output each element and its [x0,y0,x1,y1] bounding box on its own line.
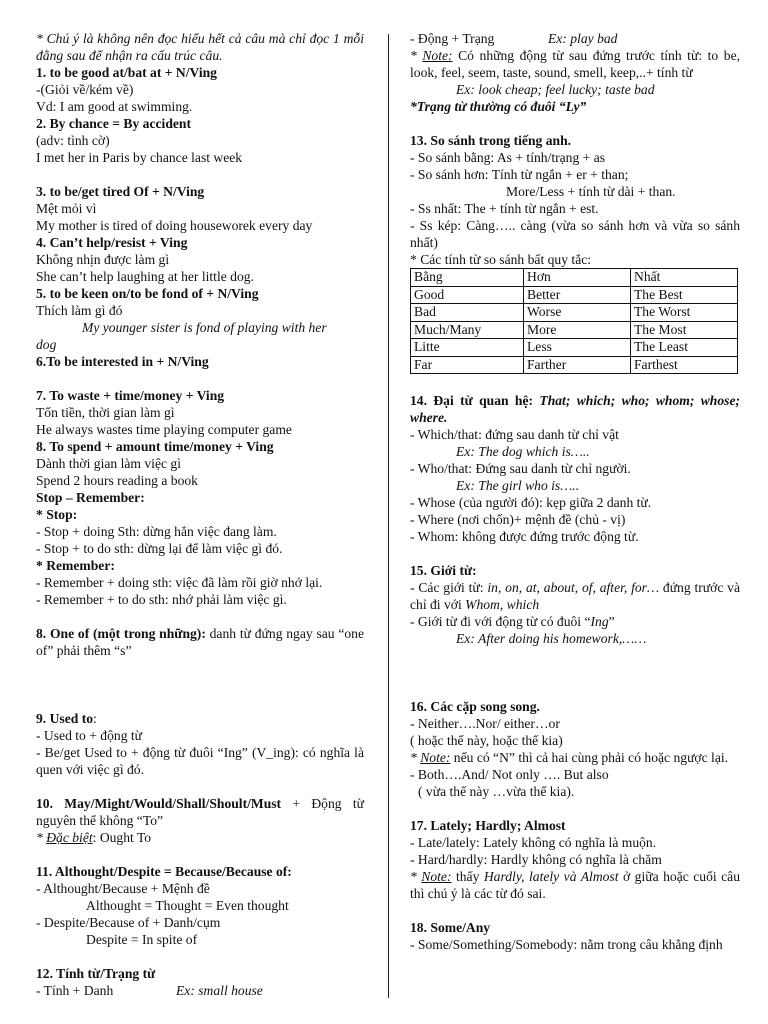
section-4-line: She can’t help laughing at her little dog. [36,269,254,284]
table-cell: Bad [411,304,524,322]
section-7-line: Tốn tiền, thời gian làm gì [36,405,175,420]
section-14-example: Ex: The dog which is….. [456,444,590,459]
section-11-line: - Althought/Because + Mệnh đề [36,881,210,896]
section-11-line: Althought = Thought = Even thought [86,898,289,913]
section-5-example-cont: dog [36,337,57,352]
table-row [411,339,738,357]
section-17-heading: 17. Lately; Hardly; Almost [410,818,566,833]
section-4-heading: 4. Can’t help/resist + Ving [36,235,188,250]
section-9-line: - Used to + động từ [36,728,143,743]
section-11-line: Despite = In spite of [86,932,198,947]
section-13-line: - Ss nhất: The + tính từ ngắn + est. [410,201,599,216]
table-cell: The Most [631,321,738,339]
section-18-line: - Some/Something/Somebody: nằm trong câu khẳng định [410,937,723,952]
section-14-line: - Which/that: đứng sau danh từ chỉ vật [410,427,619,442]
table-cell: More [524,321,631,339]
linking-verb-note: * Note: Có những động từ sau đứng trước tính từ: to be, look, feel, seem, taste, sound, smell, keep,..+ tính từ [410,48,741,80]
section-11-line: - Despite/Because of + Danh/cụm [36,915,221,930]
table-row [411,304,738,322]
section-16-heading: 16. Các cặp song song. [410,699,540,714]
ly-note: *Trạng từ thường có đuôi “Ly” [410,99,587,114]
table-row [411,356,738,374]
section-17-note: * Note: thấy Hardly, lately và Almost ở giữa hoặc cuối câu thì chú ý là các từ đó sai. [410,869,740,901]
section-6-heading: 6.To be interested in + N/Ving [36,354,209,369]
section-9-line: - Be/get Used to + động từ đuôi “Ing” (V_ing): có nghĩa là quen với việc gì đó. [36,745,364,777]
section-13-line: - Ss kép: Càng….. càng (vừa so sánh hơn và vừa so sánh nhất) [410,218,740,250]
section-16-note: * Note: nếu có “N” thì cả hai cùng phải có hoặc ngược lại. [410,750,729,765]
section-3-heading: 3. to be/get tired Of + N/Ving [36,184,205,199]
table-cell: Worse [524,304,631,322]
section-15-line: - Giới từ đi với động từ có đuôi “Ing” [410,614,615,629]
section-2-heading: 2. By chance = By accident [36,116,192,131]
stop-subheading: * Stop: [36,507,78,522]
table-row [411,269,738,287]
intro-note: * Chú ý là không nên đọc hiểu hết cả câu mà chỉ đọc 1 mỗi đằng sau để nhận ra cấu trúc câu. [36,31,364,63]
stop-remember-heading: Stop – Remember: [36,490,145,505]
section-8b-paragraph: 8. One of (một trong những): danh từ đứng ngay sau “one of” phải thêm “s” [36,626,364,658]
section-1-heading: 1. to be good at/bat at + N/Ving [36,65,217,80]
table-cell: Hơn [524,269,631,287]
right-column [410,30,740,953]
table-cell: Litte [411,339,524,357]
section-2-line: (adv: tình cờ) [36,133,110,148]
section-2-line: I met her in Paris by chance last week [36,150,243,165]
section-13-line: * Các tính từ so sánh bất quy tắc: [410,252,592,267]
section-13-line: More/Less + tính từ dài + than. [506,184,676,199]
table-cell: Farthest [631,356,738,374]
section-8-line: Spend 2 hours reading a book [36,473,198,488]
section-8-line: Dành thời gian làm việc gì [36,456,181,471]
section-5-example: My younger sister is fond of playing with her [82,320,327,335]
table-row [411,321,738,339]
remember-line: - Remember + doing sth: việc đã làm rồi giờ nhớ lại. [36,575,323,590]
section-7-heading: 7. To waste + time/money + Ving [36,388,225,403]
section-13-line: - So sánh hơn: Tính từ ngắn + er + than; [410,167,629,182]
section-13-line: - So sánh bằng: As + tính/trạng + as [410,150,606,165]
section-9-heading: 9. Used to: [36,711,97,726]
section-14-example: Ex: The girl who is….. [456,478,580,493]
section-1-line: -(Giỏi về/kém về) [36,82,134,97]
section-14-line: - Whose (của người đó): kẹp giữa 2 danh từ. [410,495,652,510]
section-16-line: ( hoặc thế này, hoặc thế kia) [410,733,563,748]
table-cell: Good [411,286,524,304]
section-7-line: He always wastes time playing computer game [36,422,292,437]
section-4-line: Không nhịn được làm gì [36,252,170,267]
remember-subheading: * Remember: [36,558,115,573]
left-column [36,30,364,999]
table-row [411,286,738,304]
section-12-line: - Tính + Danh Ex: small house [36,983,263,998]
stop-line: - Stop + doing Sth: dừng hẳn việc đang làm. [36,524,277,539]
remember-line: - Remember + to do sth: nhớ phải làm việc gì. [36,592,287,607]
section-15-example: Ex: After doing his homework,…… [456,631,647,646]
section-14-line: - Who/that: Đứng sau danh từ chỉ người. [410,461,631,476]
section-8-heading: 8. To spend + amount time/money + Ving [36,439,274,454]
table-cell: Far [411,356,524,374]
section-17-line: - Hard/hardly: Hardly không có nghĩa là chăm [410,852,662,867]
section-14-line: - Where (nơi chốn)+ mệnh đề (chủ - vị) [410,512,626,527]
section-14-line: - Whom: không được đứng trước động từ. [410,529,639,544]
section-15-line: - Các giới từ: in, on, at, about, of, after, for… đứng trước và chỉ đi với Whom, which [410,580,741,612]
section-17-line: - Late/lately: Lately không có nghĩa là muộn. [410,835,657,850]
table-cell: Much/Many [411,321,524,339]
section-12-heading: 12. Tính từ/Trạng từ [36,966,156,981]
section-1-line: Vd: I am good at swimming. [36,99,193,114]
section-3-line: Mệt mỏi vì [36,201,97,216]
table-cell: The Best [631,286,738,304]
section-5-heading: 5. to be keen on/to be fond of + N/Ving [36,286,259,301]
table-cell: The Least [631,339,738,357]
section-16-line: - Neither….Nor/ either…or [410,716,560,731]
column-divider [388,34,389,998]
stop-line: - Stop + to do sth: dừng lại để làm việc gì đó. [36,541,283,556]
section-16-line: - Both….And/ Not only …. But also [410,767,609,782]
adverb-line: - Động + Trạng Ex: play bad [410,31,618,46]
section-10-paragraph: 10. May/Might/Would/Shall/Shoult/Must + Động từ nguyên thể không “To” [36,796,365,828]
section-3-line: My mother is tired of doing houseworek every day [36,218,313,233]
section-14-heading: 14. Đại từ quan hệ: That; which; who; whom; whose; where. [410,393,740,425]
section-18-heading: 18. Some/Any [410,920,491,935]
section-11-heading: 11. Althought/Despite = Because/Because of: [36,864,292,879]
section-16-line: ( vừa thế này …vừa thế kia). [418,784,575,799]
table-cell: Nhất [631,269,738,287]
section-5-line: Thích làm gì đó [36,303,123,318]
table-cell: Bằng [411,269,524,287]
table-cell: Less [524,339,631,357]
linking-verb-example: Ex: look cheap; feel lucky; taste bad [456,82,655,97]
section-10-note: * Đặc biệt: Ought To [36,830,152,845]
section-15-heading: 15. Giới từ: [410,563,477,578]
table-cell: Farther [524,356,631,374]
table-cell: Better [524,286,631,304]
section-13-heading: 13. So sánh trong tiếng anh. [410,133,572,148]
irregular-comparison-table [410,268,738,374]
table-cell: The Worst [631,304,738,322]
